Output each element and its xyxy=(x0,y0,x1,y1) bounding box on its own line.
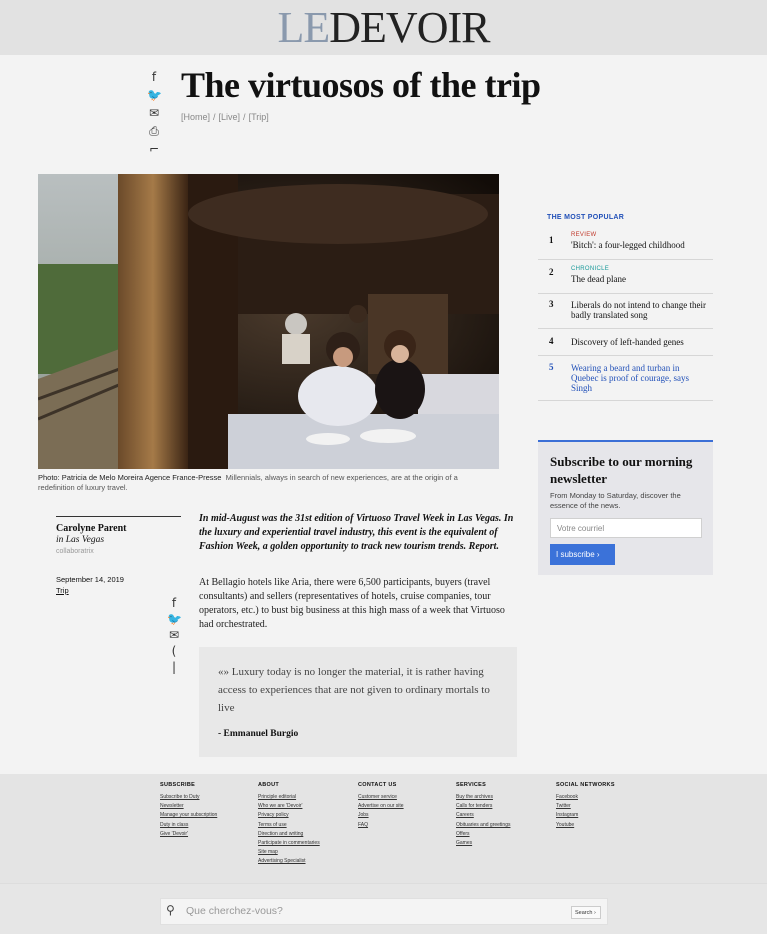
print-icon[interactable]: ⎙ xyxy=(149,124,159,138)
footer-column-services: SERVICES Buy the archives Calls for tenders Careers Obituaries and greetings Offers Games xyxy=(456,782,551,848)
search-button[interactable]: Search › xyxy=(571,906,601,919)
popular-item[interactable]: 2 CHRONICLE The dead plane xyxy=(538,266,713,294)
newsletter-email-input[interactable]: Votre courriel xyxy=(550,518,702,538)
section-link[interactable]: Trip xyxy=(56,586,69,595)
breadcrumb: [Home] / [Live] / [Trip] xyxy=(181,112,269,122)
footer-link[interactable]: Facebook xyxy=(556,794,578,800)
footer-link[interactable]: Buy the archives xyxy=(456,794,493,800)
newsletter-description: From Monday to Saturday, discover the essence of the news. xyxy=(550,491,681,510)
facebook-icon[interactable]: f xyxy=(171,596,177,610)
author-role: collaboratrix xyxy=(56,548,94,555)
author-location: in Las Vegas xyxy=(56,535,105,545)
article-lead: In mid-August was the 31st edition of Virtuoso Travel Week in Las Vegas. In the luxury and experiential travel industry, this event is the equivalent of Fashion Week, a golden opportunity to track new tourism trends. Report. xyxy=(199,513,514,552)
breadcrumb-live[interactable]: [Live] xyxy=(218,112,241,122)
breadcrumb-home[interactable]: [Home] xyxy=(181,112,211,122)
breadcrumb-trip[interactable]: [Trip] xyxy=(248,112,269,122)
footer-link[interactable]: Terms of use xyxy=(258,821,287,828)
most-popular-title: THE MOST POPULAR xyxy=(547,214,625,221)
footer-link[interactable]: Offers xyxy=(456,830,470,837)
link-icon[interactable]: ( xyxy=(171,644,177,658)
footer-column-subscribe: SUBSCRIBE Subscribe to Duty Newsletter Manage your subscription Duty in class Give 'Devoir' xyxy=(160,782,255,839)
footer-link[interactable]: Give 'Devoir' xyxy=(160,830,189,837)
popular-item[interactable]: 1 REVIEW 'Bitch': a four-legged childhood xyxy=(538,232,713,260)
footer-link[interactable]: Instagram xyxy=(556,812,579,819)
footer-link[interactable]: Youtube xyxy=(556,821,575,828)
footer-column-contact: CONTACT US Customer service Advertise on our site Jobs FAQ xyxy=(358,782,453,830)
footer-link[interactable]: Manage your subscription xyxy=(160,812,218,819)
photo-caption: Photo: Patricia de Melo Moreira Agence France-Presse Millennials, always in search of new experiences, are at the origin of a redefinition of luxury travel. xyxy=(38,473,458,492)
twitter-icon[interactable]: 🐦 xyxy=(167,612,182,626)
popular-item[interactable]: 4 Discovery of left-handed genes xyxy=(538,336,713,356)
footer-link[interactable]: Customer service xyxy=(358,794,397,800)
article-photo xyxy=(38,174,499,469)
popular-item[interactable]: 5 Wearing a beard and turban in Quebec is proof of courage, says Singh xyxy=(538,362,713,401)
footer-link[interactable]: Jobs xyxy=(358,812,369,819)
footer-link[interactable]: Obituaries and greetings xyxy=(456,821,511,828)
footer-link[interactable]: Direction and writing xyxy=(258,830,304,837)
email-icon[interactable]: ✉ xyxy=(148,106,160,120)
subscribe-button[interactable]: I subscribe › xyxy=(550,544,615,565)
quote-text: «» Luxury today is no longer the material, it is rather having access to experiences that are not given to ordinary mortals to live xyxy=(218,666,490,714)
footer-link[interactable]: Who we are 'Devoir' xyxy=(258,803,303,810)
facebook-icon[interactable]: f xyxy=(151,70,157,84)
article-body: At Bellagio hotels like Aria, there were 6,500 participants, buyers (travel consultants) and sellers (representatives of hotels, cruise companies, tour operators, etc.) to bust big business at this high mass of a week that Virtuoso had orchestrated. xyxy=(199,577,505,630)
train-dining-car-image xyxy=(38,174,499,469)
quote-author: - Emmanuel Burgio xyxy=(218,729,299,739)
footer-link[interactable]: Advertise on our site xyxy=(358,803,404,810)
site-logo[interactable]: LEDEVOIR xyxy=(277,3,490,52)
footer-link[interactable]: Calls for tenders xyxy=(456,803,493,810)
footer-link[interactable]: Advertising Specialist xyxy=(258,858,306,865)
footer-link[interactable]: FAQ xyxy=(358,821,369,828)
footer-link[interactable]: Site map xyxy=(258,849,278,856)
author-name[interactable]: Carolyne Parent xyxy=(56,523,127,534)
divider-icon: | xyxy=(171,660,177,674)
email-icon[interactable]: ✉ xyxy=(168,628,180,642)
share-toolbar xyxy=(147,70,167,160)
footer-link[interactable]: Newsletter xyxy=(160,803,184,810)
twitter-icon[interactable]: 🐦 xyxy=(147,88,162,102)
footer-link[interactable]: Subscribe to Duty xyxy=(160,794,200,800)
publish-date: September 14, 2019 xyxy=(56,575,124,584)
footer-link[interactable]: Principle editorial xyxy=(258,794,297,800)
newsletter-title: Subscribe to our morning newsletter xyxy=(550,454,693,486)
footer-link[interactable]: Privacy policy xyxy=(258,812,289,819)
footer-column-about: ABOUT Principle editorial Who we are 'Devoir' Privacy policy Terms of use Direction and writing Participate in commentaries Site map Advertising Specialist xyxy=(258,782,353,867)
footer-link[interactable]: Twitter xyxy=(556,803,571,810)
search-icon: ⚲ xyxy=(166,903,175,917)
share-toolbar-inline xyxy=(167,596,181,676)
author-divider xyxy=(56,516,181,517)
page-title: The virtuosos of the trip xyxy=(181,65,541,105)
popular-item[interactable]: 3 Liberals do not intend to change their badly translated song xyxy=(538,299,713,329)
bookmark-icon[interactable]: ⌐ xyxy=(148,142,160,156)
footer-column-social: SOCIAL NETWORKS Facebook Twitter Instagram Youtube xyxy=(556,782,651,830)
footer-link[interactable]: Participate in commentaries xyxy=(258,840,320,847)
footer-link[interactable]: Duty in class xyxy=(160,821,189,828)
footer-link[interactable]: Games xyxy=(456,840,473,847)
search-placeholder: Que cherchez-vous? xyxy=(186,905,283,917)
footer-link[interactable]: Careers xyxy=(456,812,474,819)
